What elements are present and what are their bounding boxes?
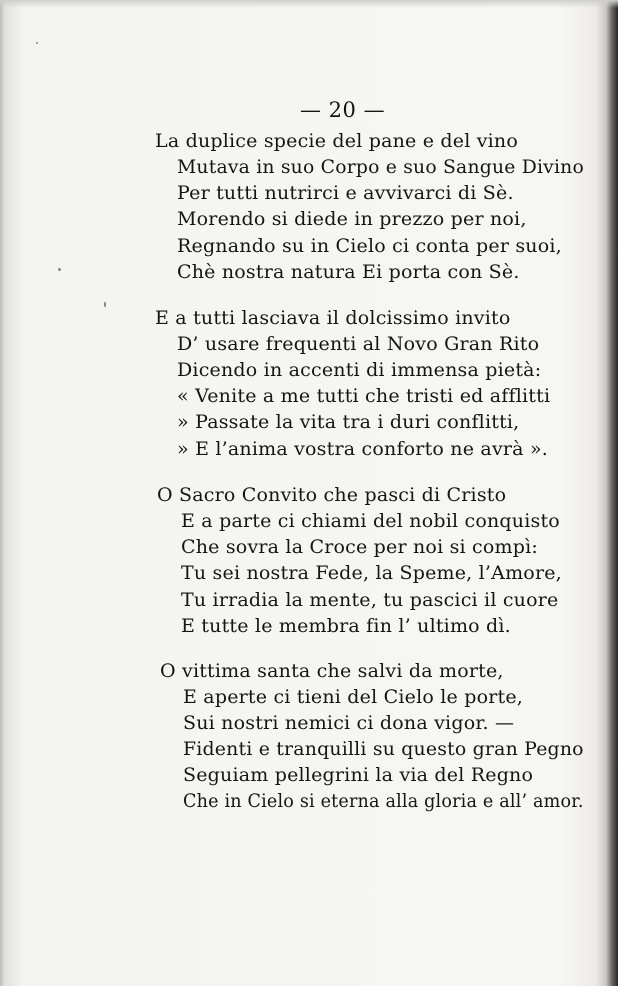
verse-line: » E l’anima vostra conforto ne avrà ». [177,438,549,460]
verse-line: Che in Cielo si eterna alla gloria e all’ amor. [183,790,584,812]
verse-line: » Passate la vita tra i duri conflitti, [177,411,520,433]
verse-line: Dicendo in accenti di immensa pietà: [177,359,542,381]
verse-line: Regnando su in Cielo ci conta per suoi, [177,235,562,257]
verse-line: E a tutti lasciava il dolcissimo invito [155,307,511,329]
verse-line: Tu sei nostra Fede, la Speme, l’Amore, [181,562,562,584]
verse-line: Sui nostri nemici ci dona vigor. — [183,712,515,734]
verse-line: E a parte ci chiami del nobil conquisto [181,510,560,532]
verse-line: « Venite a me tutti che tristi ed afflitti [177,385,551,407]
verse-line: O vittima santa che salvi da morte, [160,660,504,682]
paper-speck [104,302,106,307]
verse-line: La duplice specie del pane e del vino [155,130,519,152]
verse-line: D’ usare frequenti al Novo Gran Rito [177,333,540,355]
verse-line: Mutava in suo Corpo e suo Sangue Divino [177,156,584,178]
verse-line: Chè nostra natura Ei porta con Sè. [177,261,520,283]
paper-speck [58,268,61,271]
verse-line: Per tutti nutrirci e avvivarci di Sè. [177,182,514,204]
page-left-edge [0,0,6,986]
paper-speck [36,42,38,44]
verse-line: E tutte le membra fin l’ ultimo dì. [181,615,511,637]
verse-line: Fidenti e tranquilli su questo gran Pegno [183,738,584,760]
verse-line: O Sacro Convito che pasci di Cristo [157,484,507,506]
page-top-shadow [0,0,618,8]
verse-line: Seguiam pellegrini la via del Regno [183,764,534,786]
verse-line: E aperte ci tieni del Cielo le porte, [183,686,524,708]
verse-line: Morendo si diede in prezzo per noi, [177,208,527,230]
page-number: — 20 — [300,98,386,122]
verse-line: Tu irradia la mente, tu pascici il cuore [181,589,559,611]
verse-line: Che sovra la Croce per noi si compì: [181,536,538,558]
